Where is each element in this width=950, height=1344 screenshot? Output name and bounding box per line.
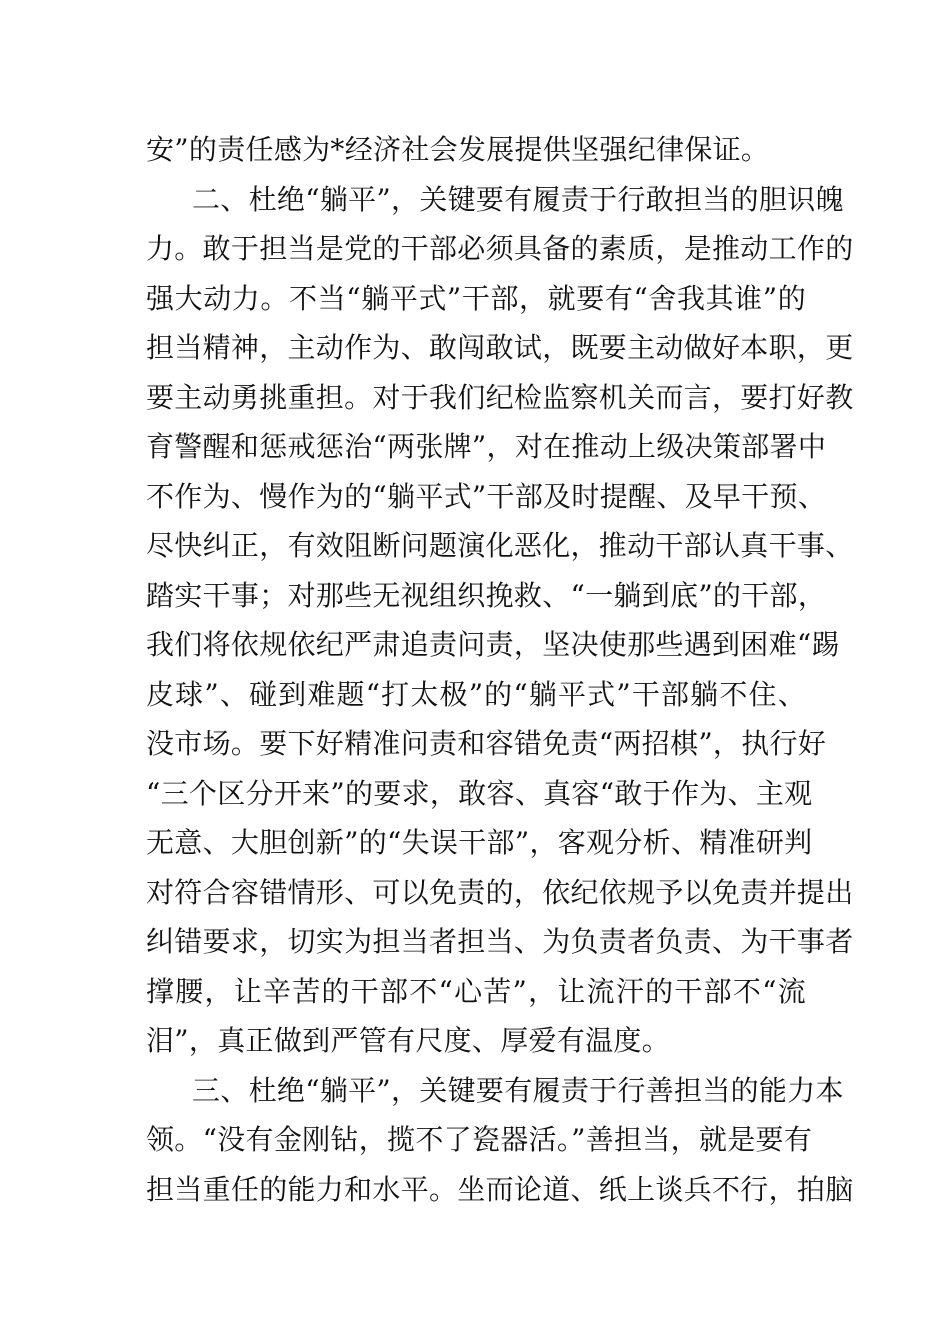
text-line: 无意、大胆创新”的“失误干部”，客观分析、精准研判 (146, 826, 813, 859)
text-line: 对符合容错情形、可以免责的，依纪依规予以免责并提出 (146, 875, 854, 909)
text-line: 踏实干事；对那些无视组织挽救、“一躺到底”的干部， (146, 578, 827, 612)
text-line: 担当重任的能力和水平。坐而论道、纸上谈兵不行，拍脑 (146, 1172, 854, 1206)
document-body (146, 125, 854, 1214)
text-line: 不作为、慢作为的“躺平式”干部及时提醒、及早干预、 (146, 479, 827, 513)
text-line: 安”的责任感为*经济社会发展提供坚强纪律保证。 (146, 133, 770, 166)
text-line: “三个区分开来”的要求，敢容、真容“敢于作为、主观 (146, 776, 813, 810)
text-line: 尽快纠正，有效阻断问题演化恶化，推动干部认真干事、 (146, 529, 854, 562)
text-line: 育警醒和惩戒惩治“两张牌”，对在推动上级决策部署中 (146, 430, 827, 463)
text-line: 二、杜绝“躺平”，关键要有履责于行敢担当的胆识魄 (192, 182, 844, 216)
text-line: 要主动勇挑重担。对于我们纪检监察机关而言，要打好教 (146, 380, 854, 414)
text-line: 力。敢于担当是党的干部必须具备的素质，是推动工作的 (146, 232, 854, 265)
text-line: 我们将依规依纪严肃追责问责，坚决使那些遇到困难“踢 (146, 628, 840, 661)
text-line: 领。“没有金刚钻，揽不了瓷器活。”善担当，就是要有 (146, 1123, 813, 1156)
text-line: 纠错要求，切实为担当者担当、为负责者负责、为干事者 (146, 925, 854, 958)
text-line: 强大动力。不当“躺平式”干部，就要有“舍我其谁”的 (146, 281, 806, 315)
text-line: 三、杜绝“躺平”，关键要有履责于行善担当的能力本 (192, 1073, 844, 1107)
text-line: 没市场。要下好精准问责和容错免责“两招棋”，执行好 (146, 727, 827, 760)
text-line: 泪”，真正做到严管有尺度、厚爱有温度。 (146, 1024, 671, 1057)
text-line: 皮球”、碰到难题“打太极”的“躺平式”干部躺不住、 (146, 677, 806, 711)
text-line: 撑腰，让辛苦的干部不“心苦”，让流汗的干部不“流 (146, 974, 806, 1008)
text-line: 担当精神，主动作为、敢闯敢试，既要主动做好本职，更 (146, 331, 854, 364)
